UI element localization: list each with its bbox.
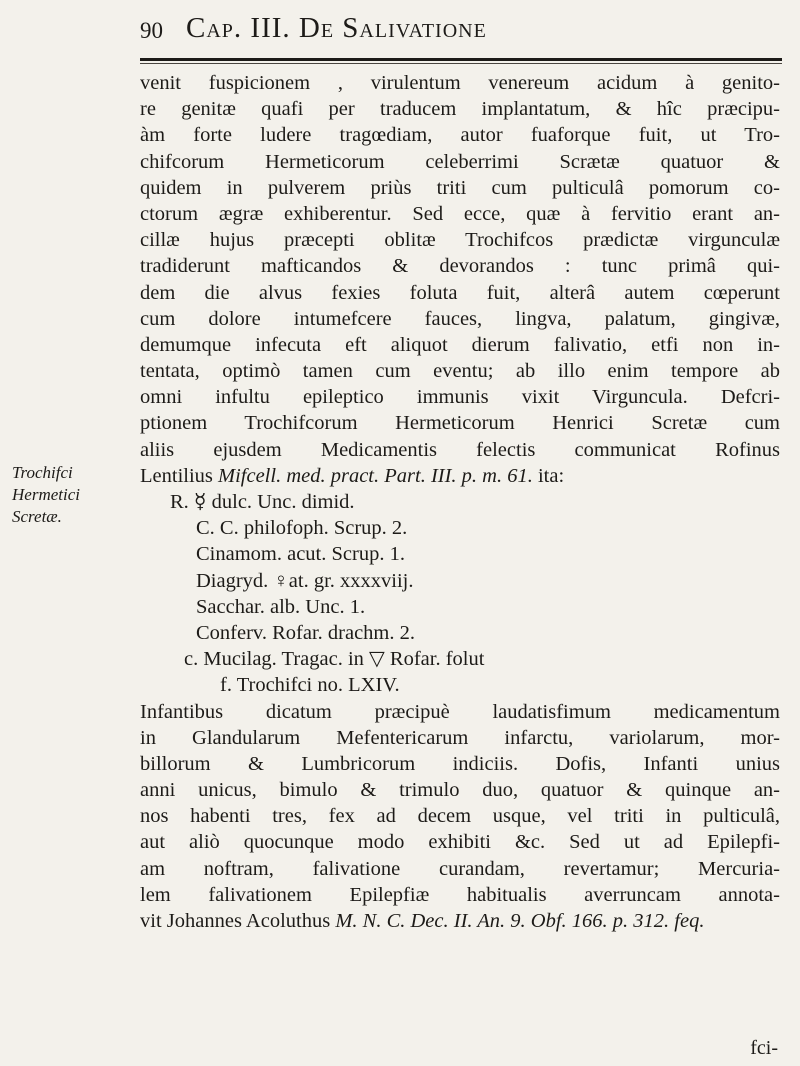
marginal-note [12,462,122,528]
text-line: quidem in pulverem priùs triti cum pulticulâ pomorum co- [140,176,780,199]
text-line: am noftram, falivatione curandam, revertamur; Mercuria- [140,857,780,880]
text-line: aliis ejusdem Medicamentis felectis communicat Rofinus [140,438,780,461]
text-line: cillæ hujus præcepti oblitæ Trochifcos prædictæ virgunculæ [140,229,780,252]
body-text [140,70,780,934]
page-header [140,12,780,48]
marginal-note-line: Scretæ. [12,507,62,526]
text-line: re genitæ quafi per traducem implantatum, & hîc præcipu- [140,98,780,121]
text-line: demumque infecuta eft aliquot dierum falivatio, etfi non in- [140,333,780,356]
marginal-note-line: Hermetici [12,485,80,504]
text-line: tentata, optimò tamen cum eventu; ab illo enim tempore ab [140,360,780,383]
recipe-line: Conferv. Rofar. drachm. 2. [196,621,415,644]
text-line: àm forte ludere tragœdiam, autor fuaforque fuit, ut Tro- [140,124,780,147]
citation-author: Lentilius [140,464,219,487]
page-number: 90 [140,18,163,43]
recipe-line: R. ☿ dulc. Unc. dimid. [170,491,355,513]
citation-suffix: ita: [532,464,565,487]
recipe-line: C. C. philofoph. Scrup. 2. [196,517,408,540]
text-line: venit fuspicionem , virulentum venereum acidum à genito- [140,72,780,94]
text-line: ctorum ægræ exhiberentur. Sed ecce, quæ à fervitio erant an- [140,202,780,225]
text-line: aut aliò quocunque modo exhibiti &c. Sed ut ad Epilepfi- [140,831,780,854]
recipe-line: f. Trochifci no. LXIV. [220,674,400,697]
citation-reference: Mifcell. med. pract. Part. III. p. m. 61. [218,464,533,487]
text-line: Infantibus dicatum præcipuè laudatisfimum medicamentum [140,700,780,723]
text-line: dem die alvus fexies foluta fuit, alterâ autem cœperunt [140,281,780,304]
marginal-note-line: Trochifci [12,463,73,482]
text-line: in Glandularum Mefentericarum infarctu, variolarum, mor- [140,726,780,749]
recipe-line: Diagryd. ♀at. gr. xxxxviij. [196,569,414,592]
final-citation-author: vit Johannes Acoluthus [140,910,336,932]
catchword: fci- [750,1037,778,1059]
text-line: lem falivationem Epilepfiæ habitualis averruncam annota- [140,883,780,906]
recipe-line: c. Mucilag. Tragac. in ▽ Rofar. folut [184,648,485,671]
text-line: billorum & Lumbricorum indiciis. Dofis, Infanti unius [140,752,780,775]
text-line: cum dolore intumefcere fauces, lingva, palatum, gingivæ, [140,307,780,330]
citation-line [140,463,780,489]
final-citation-reference: M. N. C. Dec. II. An. 9. Obf. 166. p. 312. feq. [335,910,705,932]
header-rule [140,58,782,61]
recipe-block [140,489,780,699]
text-line: omni infultu epileptico immunis vixit Virguncula. Defcri- [140,386,780,409]
header-rule-thin [140,63,782,64]
text-line: chifcorum Hermeticorum celeberrimi Scrætæ quatuor & [140,150,780,173]
text-line: tradiderunt mafticandos & devorandos : tunc primâ qui- [140,255,780,278]
recipe-line: Sacchar. alb. Unc. 1. [196,595,366,618]
text-line: anni unicus, bimulo & trimulo duo, quatuor & quinque an- [140,779,780,802]
final-citation-line [140,908,780,934]
text-line: ptionem Trochifcorum Hermeticorum Henrici Scretæ cum [140,412,780,435]
running-head: Cap. III. De Salivatione [186,12,487,44]
recipe-line: Cinamom. acut. Scrup. 1. [196,543,405,566]
text-line: nos habenti tres, fex ad decem usque, vel triti in pulticulâ, [140,805,780,828]
